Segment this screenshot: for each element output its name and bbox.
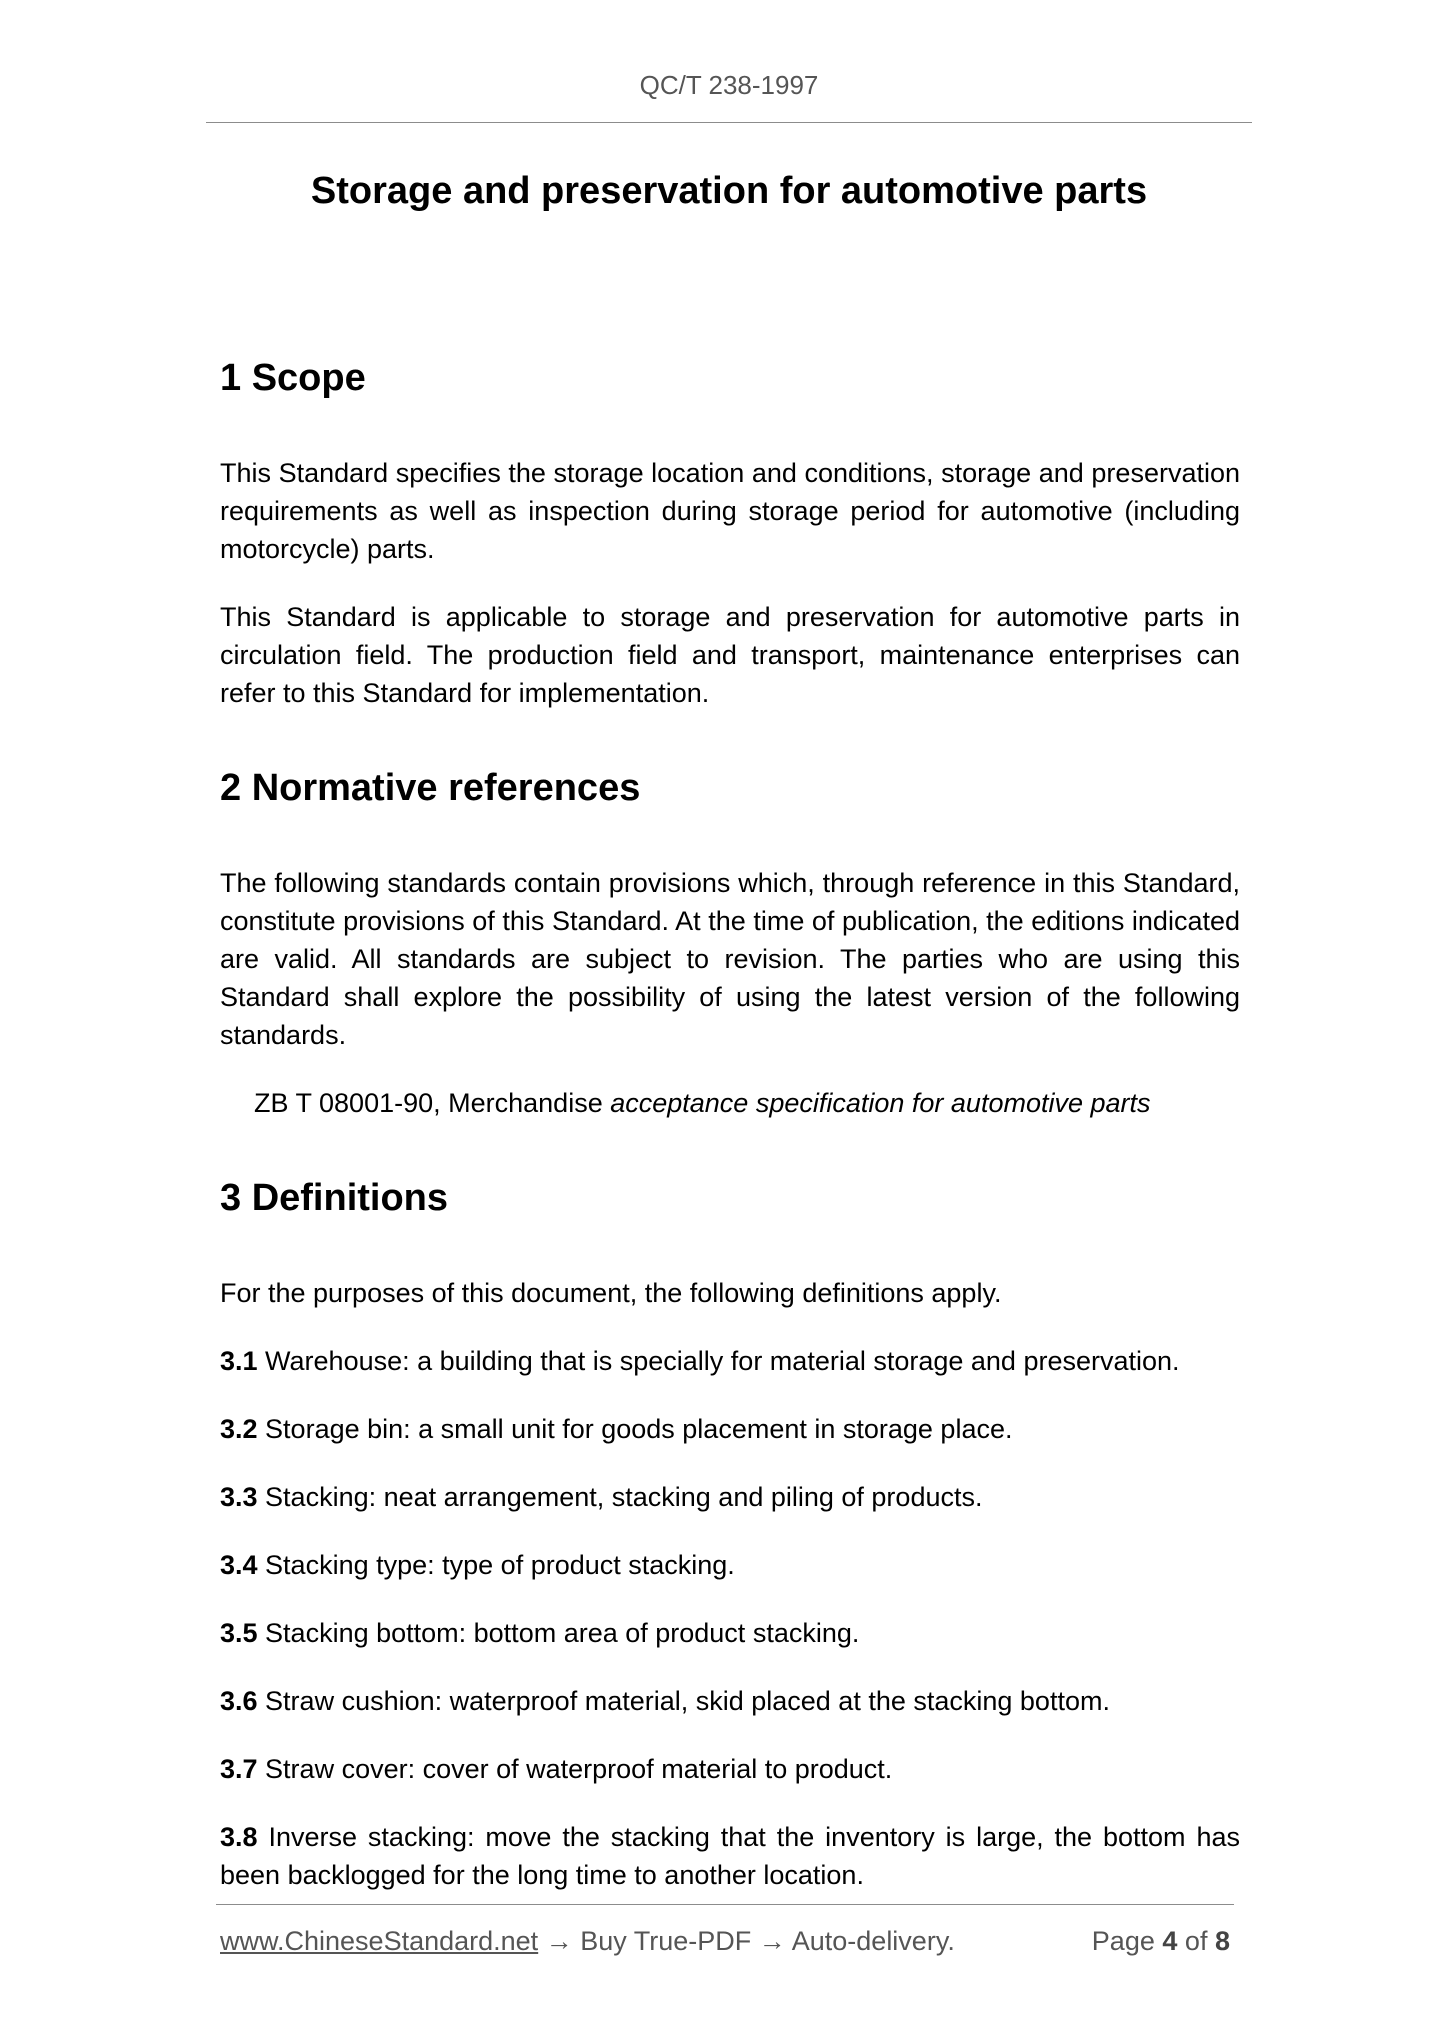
definition-number: 3.5	[220, 1618, 258, 1648]
definition-text: Straw cushion: waterproof material, skid placed at the stacking bottom.	[257, 1686, 1110, 1716]
document-body	[220, 346, 1240, 1894]
definition-number: 3.7	[220, 1754, 258, 1784]
of-label: of	[1184, 1926, 1208, 1956]
section-heading-references: 2 Normative references	[220, 767, 641, 809]
scope-paragraph-2: This Standard is applicable to storage and preservation for automotive parts in circulation field. The production field and transport, maintenance enterprises can refer to this Standard for implementation.	[220, 602, 1240, 708]
definition-item	[220, 1818, 1240, 1894]
definition-item	[220, 1478, 1240, 1516]
definition-text: Stacking bottom: bottom area of product stacking.	[257, 1618, 860, 1648]
document-title: Storage and preservation for automotive parts	[310, 170, 1148, 212]
section-heading-definitions: 3 Definitions	[220, 1177, 449, 1219]
definition-item	[220, 1546, 1240, 1584]
definition-number: 3.4	[220, 1550, 258, 1580]
definition-text: Straw cover: cover of waterproof material to product.	[257, 1754, 893, 1784]
definition-text: Inverse stacking: move the stacking that the inventory is large, the bottom has been backlogged for the long time to another location.	[220, 1822, 1240, 1890]
reference-item	[220, 1084, 1240, 1122]
definition-item	[220, 1342, 1240, 1380]
section-heading-scope: 1 Scope	[220, 357, 366, 399]
definition-number: 3.2	[220, 1414, 258, 1444]
page-number: 4	[1162, 1926, 1178, 1956]
definition-number: 3.3	[220, 1482, 258, 1512]
reference-code: ZB T 08001-90, Merchandise	[254, 1088, 611, 1118]
definition-text: Stacking: neat arrangement, stacking and piling of products.	[257, 1482, 983, 1512]
page-total: 8	[1214, 1926, 1230, 1956]
footer-tagline: → Buy True-PDF → Auto-delivery.	[538, 1926, 955, 1956]
definition-text: Warehouse: a building that is specially for material storage and preservation.	[257, 1346, 1180, 1376]
page-label: Page	[1091, 1926, 1155, 1956]
reference-title: acceptance specification for automotive parts	[610, 1088, 1151, 1118]
definition-item	[220, 1682, 1240, 1720]
definition-number: 3.8	[220, 1822, 258, 1852]
definition-item	[220, 1614, 1240, 1652]
footer-divider	[216, 1904, 1234, 1905]
header-divider	[206, 122, 1252, 123]
definition-item	[220, 1410, 1240, 1448]
references-paragraph: The following standards contain provisions which, through reference in this Standard, constitute provisions of this Standard. At the time of publication, the editions indicated are valid. All standards are subject to revision. The parties who are using this Standard shall explore the possibility of using the latest version of the following standards.	[220, 868, 1240, 1050]
definitions-intro: For the purposes of this document, the following definitions apply.	[220, 1278, 1002, 1308]
scope-paragraph-1: This Standard specifies the storage location and conditions, storage and preservation requirements as well as inspection during storage period for automotive (including motorcycle) parts.	[220, 458, 1240, 564]
website-link[interactable]: www.ChineseStandard.net	[220, 1926, 539, 1956]
definition-number: 3.1	[220, 1346, 258, 1376]
page-footer	[220, 1924, 1230, 1958]
definition-item	[220, 1750, 1240, 1788]
definition-number: 3.6	[220, 1686, 258, 1716]
document-code-header: QC/T 238-1997	[639, 70, 819, 100]
definition-text: Storage bin: a small unit for goods placement in storage place.	[257, 1414, 1013, 1444]
definition-text: Stacking type: type of product stacking.	[257, 1550, 735, 1580]
page-indicator	[1092, 1924, 1230, 1958]
